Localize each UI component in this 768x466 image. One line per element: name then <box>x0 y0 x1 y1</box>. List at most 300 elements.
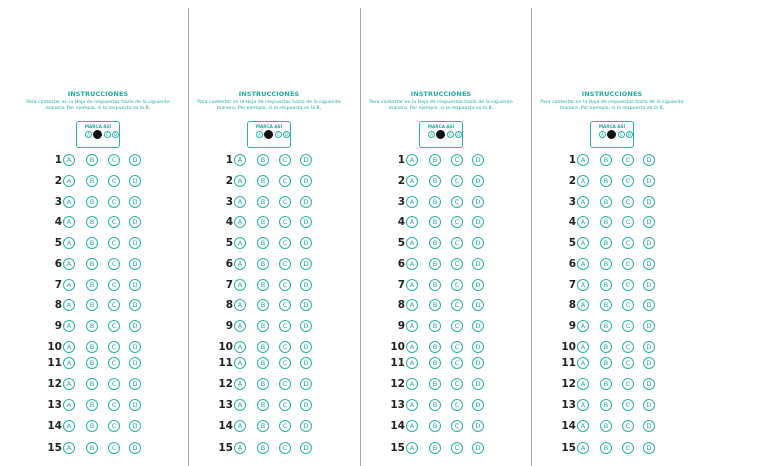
answer-bubble-c[interactable]: C <box>622 175 634 187</box>
answer-bubble-a[interactable]: A <box>577 279 589 291</box>
answer-bubble-d[interactable]: D <box>300 196 312 208</box>
answer-bubble-a[interactable]: A <box>234 357 246 369</box>
answer-bubble-d[interactable]: D <box>300 279 312 291</box>
answer-bubble-c[interactable]: C <box>279 341 291 353</box>
answer-bubble-b[interactable]: B <box>600 357 612 369</box>
answer-bubble-b[interactable]: B <box>86 237 98 249</box>
answer-bubble-c[interactable]: C <box>108 237 120 249</box>
answer-bubble-b[interactable]: B <box>600 320 612 332</box>
answer-bubble-a[interactable]: A <box>577 175 589 187</box>
answer-bubble-c[interactable]: C <box>622 442 634 454</box>
question-row <box>526 319 698 333</box>
answer-bubble-c[interactable]: C <box>279 320 291 332</box>
answer-bubble-a[interactable]: A <box>577 399 589 411</box>
example-bubble-a: A <box>256 131 263 138</box>
example-bubble-filled <box>264 130 273 139</box>
answer-bubble-a[interactable]: A <box>577 442 589 454</box>
answer-bubble-d[interactable]: D <box>300 442 312 454</box>
answer-bubble-c[interactable]: C <box>108 378 120 390</box>
answer-bubble-c[interactable]: C <box>622 299 634 311</box>
answer-bubble-d[interactable]: D <box>643 399 655 411</box>
answer-bubble-b[interactable]: B <box>86 216 98 228</box>
answer-bubble-c[interactable]: C <box>622 378 634 390</box>
answer-bubble-c[interactable]: C <box>108 154 120 166</box>
answer-bubble-c[interactable]: C <box>451 378 463 390</box>
question-number: 3 <box>568 196 576 208</box>
answer-bubble-c[interactable]: C <box>622 196 634 208</box>
question-number: 2 <box>225 175 233 187</box>
answer-bubble-c[interactable]: C <box>622 258 634 270</box>
answer-bubble-b[interactable]: B <box>429 196 441 208</box>
answer-bubble-a[interactable]: A <box>63 237 75 249</box>
answer-bubble-b[interactable]: B <box>86 320 98 332</box>
answer-bubble-d[interactable]: D <box>129 216 141 228</box>
answer-bubble-c[interactable]: C <box>622 216 634 228</box>
answer-bubble-a[interactable]: A <box>406 258 418 270</box>
answer-bubble-b[interactable]: B <box>429 320 441 332</box>
answer-bubble-b[interactable]: B <box>257 216 269 228</box>
answer-bubble-a[interactable]: A <box>234 299 246 311</box>
answer-bubble-d[interactable]: D <box>472 357 484 369</box>
answer-bubble-c[interactable]: C <box>279 237 291 249</box>
question-number: 2 <box>568 175 576 187</box>
answer-bubble-c[interactable]: C <box>279 299 291 311</box>
answer-bubble-c[interactable]: C <box>108 420 120 432</box>
answer-bubble-b[interactable]: B <box>429 279 441 291</box>
answer-bubble-b[interactable]: B <box>86 341 98 353</box>
answer-bubble-c[interactable]: C <box>279 420 291 432</box>
answer-bubble-b[interactable]: B <box>429 258 441 270</box>
question-number: 14 <box>218 420 233 432</box>
answer-bubble-b[interactable]: B <box>600 279 612 291</box>
answer-bubble-c[interactable]: C <box>451 154 463 166</box>
answer-bubble-b[interactable]: B <box>257 154 269 166</box>
question-number: 5 <box>54 237 62 249</box>
answer-bubble-c[interactable]: C <box>279 154 291 166</box>
answer-bubble-b[interactable]: B <box>600 258 612 270</box>
question-number: 9 <box>225 320 233 332</box>
question-row <box>355 340 527 354</box>
answer-bubble-a[interactable]: A <box>406 154 418 166</box>
example-bubble-d: D <box>627 132 632 137</box>
answer-bubble-a[interactable]: A <box>406 420 418 432</box>
answer-bubble-c[interactable]: C <box>108 196 120 208</box>
question-number: 11 <box>390 357 405 369</box>
answer-bubble-a[interactable]: A <box>406 196 418 208</box>
answer-bubble-b[interactable]: B <box>600 175 612 187</box>
answer-bubble-a[interactable]: A <box>577 357 589 369</box>
answer-bubble-d[interactable]: D <box>472 216 484 228</box>
example-box <box>247 121 291 148</box>
answer-bubble-a[interactable]: A <box>577 341 589 353</box>
answer-bubble-c[interactable]: C <box>451 357 463 369</box>
answer-bubble-c[interactable]: C <box>108 216 120 228</box>
answer-bubble-d[interactable]: D <box>129 399 141 411</box>
answer-bubble-b[interactable]: B <box>86 279 98 291</box>
answer-bubble-d[interactable]: D <box>300 320 312 332</box>
question-row <box>12 174 184 188</box>
answer-bubble-c[interactable]: C <box>451 399 463 411</box>
answer-bubble-a[interactable]: A <box>577 258 589 270</box>
answer-bubble-d[interactable]: D <box>643 279 655 291</box>
answer-bubble-c[interactable]: C <box>108 320 120 332</box>
answer-bubble-c[interactable]: C <box>279 378 291 390</box>
question-row <box>183 174 355 188</box>
answer-bubble-b[interactable]: B <box>600 420 612 432</box>
question-row <box>526 215 698 229</box>
question-number: 9 <box>397 320 405 332</box>
answer-bubble-b[interactable]: B <box>600 154 612 166</box>
answer-bubble-b[interactable]: B <box>86 258 98 270</box>
answer-bubble-b[interactable]: B <box>429 237 441 249</box>
instructions-title: INSTRUCCIONES <box>67 90 129 98</box>
answer-bubble-d[interactable]: D <box>472 420 484 432</box>
answer-bubble-c[interactable]: C <box>451 420 463 432</box>
answer-bubble-a[interactable]: A <box>234 175 246 187</box>
answer-bubble-a[interactable]: A <box>63 320 75 332</box>
answer-bubble-d[interactable]: D <box>472 442 484 454</box>
answer-bubble-a[interactable]: A <box>406 320 418 332</box>
answer-bubble-c[interactable]: C <box>622 279 634 291</box>
answer-bubble-d[interactable]: D <box>129 341 141 353</box>
answer-bubble-c[interactable]: C <box>279 216 291 228</box>
question-number: 4 <box>54 216 62 228</box>
answer-bubble-b[interactable]: B <box>257 175 269 187</box>
answer-bubble-a[interactable]: A <box>577 216 589 228</box>
answer-bubble-a[interactable]: A <box>63 341 75 353</box>
answer-bubble-d[interactable]: D <box>300 299 312 311</box>
answer-bubble-a[interactable]: A <box>406 175 418 187</box>
answer-bubble-b[interactable]: B <box>600 399 612 411</box>
answer-bubble-c[interactable]: C <box>108 357 120 369</box>
answer-bubble-a[interactable]: A <box>234 196 246 208</box>
answer-bubble-c[interactable]: C <box>279 399 291 411</box>
answer-bubble-a[interactable]: A <box>406 378 418 390</box>
answer-bubble-d[interactable]: D <box>300 399 312 411</box>
question-number: 3 <box>54 196 62 208</box>
example-bubble-d: D <box>456 132 461 137</box>
answer-bubble-b[interactable]: B <box>86 399 98 411</box>
answer-bubble-b[interactable]: B <box>86 196 98 208</box>
question-number: 15 <box>47 442 62 454</box>
answer-bubble-b[interactable]: B <box>257 378 269 390</box>
answer-bubble-c[interactable]: C <box>622 320 634 332</box>
answer-bubble-b[interactable]: B <box>257 320 269 332</box>
answer-bubble-a[interactable]: A <box>63 420 75 432</box>
answer-bubble-a[interactable]: A <box>406 299 418 311</box>
answer-bubble-b[interactable]: B <box>429 357 441 369</box>
answer-bubble-d[interactable]: D <box>472 399 484 411</box>
answer-bubble-d[interactable]: D <box>643 320 655 332</box>
answer-bubble-c[interactable]: C <box>451 279 463 291</box>
answer-bubble-b[interactable]: B <box>600 237 612 249</box>
question-row <box>355 257 527 271</box>
answer-bubble-c[interactable]: C <box>622 341 634 353</box>
answer-bubble-a[interactable]: A <box>234 154 246 166</box>
answer-bubble-a[interactable]: A <box>234 258 246 270</box>
answer-bubble-b[interactable]: B <box>600 341 612 353</box>
answer-bubble-b[interactable]: B <box>429 341 441 353</box>
answer-bubble-c[interactable]: C <box>622 154 634 166</box>
answer-bubble-c[interactable]: C <box>622 237 634 249</box>
answer-bubble-d[interactable]: D <box>129 175 141 187</box>
answer-bubble-d[interactable]: D <box>300 216 312 228</box>
answer-bubble-c[interactable]: C <box>279 258 291 270</box>
example-box <box>76 121 120 148</box>
answer-bubble-a[interactable]: A <box>63 442 75 454</box>
answer-bubble-b[interactable]: B <box>429 299 441 311</box>
answer-bubble-a[interactable]: A <box>234 320 246 332</box>
answer-bubble-a[interactable]: A <box>577 237 589 249</box>
answer-bubble-b[interactable]: B <box>429 154 441 166</box>
answer-bubble-c[interactable]: C <box>451 237 463 249</box>
answer-bubble-a[interactable]: A <box>406 442 418 454</box>
question-row <box>12 257 184 271</box>
answer-bubble-b[interactable]: B <box>257 442 269 454</box>
answer-bubble-b[interactable]: B <box>86 357 98 369</box>
answer-bubble-a[interactable]: A <box>63 279 75 291</box>
answer-bubble-a[interactable]: A <box>63 154 75 166</box>
answer-bubble-d[interactable]: D <box>300 378 312 390</box>
answer-bubble-d[interactable]: D <box>129 442 141 454</box>
question-row <box>183 419 355 433</box>
answer-bubble-c[interactable]: C <box>622 357 634 369</box>
answer-bubble-b[interactable]: B <box>86 420 98 432</box>
answer-bubble-d[interactable]: D <box>472 320 484 332</box>
answer-bubble-d[interactable]: D <box>129 378 141 390</box>
answer-bubble-a[interactable]: A <box>577 154 589 166</box>
answer-bubble-a[interactable]: A <box>577 196 589 208</box>
answer-bubble-b[interactable]: B <box>429 378 441 390</box>
instructions-title: INSTRUCCIONES <box>238 90 300 98</box>
answer-bubble-d[interactable]: D <box>300 237 312 249</box>
answer-bubble-c[interactable]: C <box>108 442 120 454</box>
answer-bubble-b[interactable]: B <box>86 442 98 454</box>
answer-bubble-d[interactable]: D <box>129 258 141 270</box>
answer-bubble-c[interactable]: C <box>451 299 463 311</box>
answer-bubble-c[interactable]: C <box>108 341 120 353</box>
answer-bubble-b[interactable]: B <box>257 420 269 432</box>
answer-bubble-d[interactable]: D <box>300 175 312 187</box>
answer-bubble-d[interactable]: D <box>129 357 141 369</box>
instructions-text <box>530 100 694 112</box>
answer-bubble-b[interactable]: B <box>257 196 269 208</box>
answer-bubble-d[interactable]: D <box>643 175 655 187</box>
answer-bubble-d[interactable]: D <box>129 279 141 291</box>
question-row <box>183 298 355 312</box>
answer-bubble-d[interactable]: D <box>472 279 484 291</box>
answer-bubble-c[interactable]: C <box>451 442 463 454</box>
answer-bubble-b[interactable]: B <box>429 175 441 187</box>
answer-bubble-c[interactable]: C <box>108 175 120 187</box>
answer-bubble-d[interactable]: D <box>472 258 484 270</box>
answer-bubble-a[interactable]: A <box>406 279 418 291</box>
answer-bubble-d[interactable]: D <box>643 216 655 228</box>
answer-bubble-d[interactable]: D <box>643 442 655 454</box>
answer-bubble-b[interactable]: B <box>257 279 269 291</box>
question-number: 7 <box>225 279 233 291</box>
answer-bubble-b[interactable]: B <box>257 357 269 369</box>
answer-bubble-a[interactable]: A <box>63 175 75 187</box>
question-row <box>12 195 184 209</box>
answer-bubble-d[interactable]: D <box>643 378 655 390</box>
answer-bubble-c[interactable]: C <box>279 279 291 291</box>
answer-bubble-d[interactable]: D <box>300 154 312 166</box>
answer-bubble-a[interactable]: A <box>234 442 246 454</box>
question-number: 14 <box>390 420 405 432</box>
answer-bubble-c[interactable]: C <box>108 399 120 411</box>
answer-bubble-a[interactable]: A <box>406 399 418 411</box>
example-box <box>590 121 634 148</box>
answer-bubble-d[interactable]: D <box>643 154 655 166</box>
question-number: 7 <box>54 279 62 291</box>
answer-bubble-d[interactable]: D <box>300 357 312 369</box>
answer-bubble-b[interactable]: B <box>600 216 612 228</box>
answer-bubble-d[interactable]: D <box>643 420 655 432</box>
answer-bubble-b[interactable]: B <box>429 216 441 228</box>
answer-bubble-c[interactable]: C <box>279 442 291 454</box>
question-row <box>526 298 698 312</box>
answer-bubble-d[interactable]: D <box>643 357 655 369</box>
answer-bubble-d[interactable]: D <box>472 378 484 390</box>
answer-bubble-b[interactable]: B <box>600 196 612 208</box>
answer-bubble-a[interactable]: A <box>63 378 75 390</box>
answer-bubble-a[interactable]: A <box>406 216 418 228</box>
answer-bubble-d[interactable]: D <box>472 175 484 187</box>
answer-bubble-a[interactable]: A <box>234 279 246 291</box>
answer-bubble-c[interactable]: C <box>451 341 463 353</box>
answer-bubble-a[interactable]: A <box>63 258 75 270</box>
answer-bubble-b[interactable]: B <box>600 442 612 454</box>
answer-bubble-d[interactable]: D <box>643 299 655 311</box>
question-number: 4 <box>225 216 233 228</box>
answer-bubble-a[interactable]: A <box>63 357 75 369</box>
example-label: MARCA ASÍ <box>598 124 626 129</box>
question-number: 7 <box>568 279 576 291</box>
answer-bubble-a[interactable]: A <box>406 357 418 369</box>
answer-bubble-d[interactable]: D <box>472 299 484 311</box>
answer-bubble-b[interactable]: B <box>429 420 441 432</box>
example-bubble-c: C <box>618 131 625 138</box>
answer-bubble-a[interactable]: A <box>63 299 75 311</box>
question-number: 11 <box>47 357 62 369</box>
question-row <box>183 340 355 354</box>
answer-bubble-a[interactable]: A <box>406 341 418 353</box>
answer-bubble-c[interactable]: C <box>108 299 120 311</box>
answer-bubble-a[interactable]: A <box>234 420 246 432</box>
answer-bubble-b[interactable]: B <box>429 399 441 411</box>
answer-bubble-d[interactable]: D <box>472 154 484 166</box>
answer-bubble-a[interactable]: A <box>63 399 75 411</box>
answer-bubble-d[interactable]: D <box>300 420 312 432</box>
answer-bubble-d[interactable]: D <box>643 237 655 249</box>
answer-bubble-b[interactable]: B <box>86 175 98 187</box>
example-bubbles <box>420 131 462 141</box>
answer-bubble-d[interactable]: D <box>129 196 141 208</box>
answer-bubble-b[interactable]: B <box>257 237 269 249</box>
question-number: 9 <box>54 320 62 332</box>
question-row <box>12 236 184 250</box>
answer-bubble-a[interactable]: A <box>234 399 246 411</box>
example-bubble-a: A <box>599 131 606 138</box>
answer-bubble-a[interactable]: A <box>63 216 75 228</box>
answer-bubble-b[interactable]: B <box>600 299 612 311</box>
answer-bubble-a[interactable]: A <box>406 237 418 249</box>
answer-bubble-c[interactable]: C <box>108 258 120 270</box>
answer-bubble-d[interactable]: D <box>300 341 312 353</box>
question-number: 5 <box>225 237 233 249</box>
answer-bubble-c[interactable]: C <box>451 175 463 187</box>
question-row <box>526 236 698 250</box>
question-number: 1 <box>568 154 576 166</box>
answer-bubble-c[interactable]: C <box>622 399 634 411</box>
answer-bubble-a[interactable]: A <box>577 420 589 432</box>
answer-bubble-d[interactable]: D <box>300 258 312 270</box>
question-row <box>183 278 355 292</box>
answer-bubble-d[interactable]: D <box>129 320 141 332</box>
answer-bubble-b[interactable]: B <box>257 341 269 353</box>
question-number: 13 <box>218 399 233 411</box>
answer-bubble-d[interactable]: D <box>472 341 484 353</box>
instructions-line-2: manera. Por ejemplo, si la respuesta es la B, <box>216 106 322 111</box>
example-bubble-c: C <box>275 131 282 138</box>
answer-bubble-b[interactable]: B <box>257 258 269 270</box>
answer-bubble-d[interactable]: D <box>129 237 141 249</box>
answer-bubble-c[interactable]: C <box>451 320 463 332</box>
answer-bubble-b[interactable]: B <box>86 154 98 166</box>
answer-bubble-d[interactable]: D <box>129 420 141 432</box>
answer-bubble-c[interactable]: C <box>279 357 291 369</box>
answer-bubble-c[interactable]: C <box>108 279 120 291</box>
answer-bubble-a[interactable]: A <box>234 216 246 228</box>
answer-bubble-c[interactable]: C <box>451 196 463 208</box>
answer-bubble-a[interactable]: A <box>577 320 589 332</box>
answer-bubble-d[interactable]: D <box>472 196 484 208</box>
answer-bubble-a[interactable]: A <box>234 378 246 390</box>
question-number: 5 <box>568 237 576 249</box>
answer-sheet-4 <box>526 0 698 466</box>
question-row <box>355 174 527 188</box>
answer-bubble-b[interactable]: B <box>257 299 269 311</box>
question-row <box>12 319 184 333</box>
answer-bubble-d[interactable]: D <box>129 154 141 166</box>
question-row <box>183 153 355 167</box>
answer-bubble-d[interactable]: D <box>643 258 655 270</box>
answer-bubble-a[interactable]: A <box>577 299 589 311</box>
answer-bubble-a[interactable]: A <box>577 378 589 390</box>
answer-bubble-c[interactable]: C <box>279 175 291 187</box>
answer-bubble-c[interactable]: C <box>451 216 463 228</box>
answer-bubble-d[interactable]: D <box>643 341 655 353</box>
answer-bubble-b[interactable]: B <box>600 378 612 390</box>
answer-bubble-a[interactable]: A <box>234 341 246 353</box>
instructions-line-2: manera. Por ejemplo, si la respuesta es la B, <box>388 106 494 111</box>
answer-bubble-b[interactable]: B <box>86 299 98 311</box>
answer-bubble-d[interactable]: D <box>129 299 141 311</box>
answer-bubble-c[interactable]: C <box>622 420 634 432</box>
question-row <box>526 356 698 370</box>
answer-bubble-a[interactable]: A <box>234 237 246 249</box>
answer-bubble-d[interactable]: D <box>472 237 484 249</box>
question-number: 11 <box>561 357 576 369</box>
answer-bubble-b[interactable]: B <box>429 442 441 454</box>
answer-bubble-b[interactable]: B <box>86 378 98 390</box>
answer-bubble-a[interactable]: A <box>63 196 75 208</box>
answer-bubble-b[interactable]: B <box>257 399 269 411</box>
answer-bubble-c[interactable]: C <box>451 258 463 270</box>
answer-bubble-d[interactable]: D <box>643 196 655 208</box>
answer-bubble-c[interactable]: C <box>279 196 291 208</box>
